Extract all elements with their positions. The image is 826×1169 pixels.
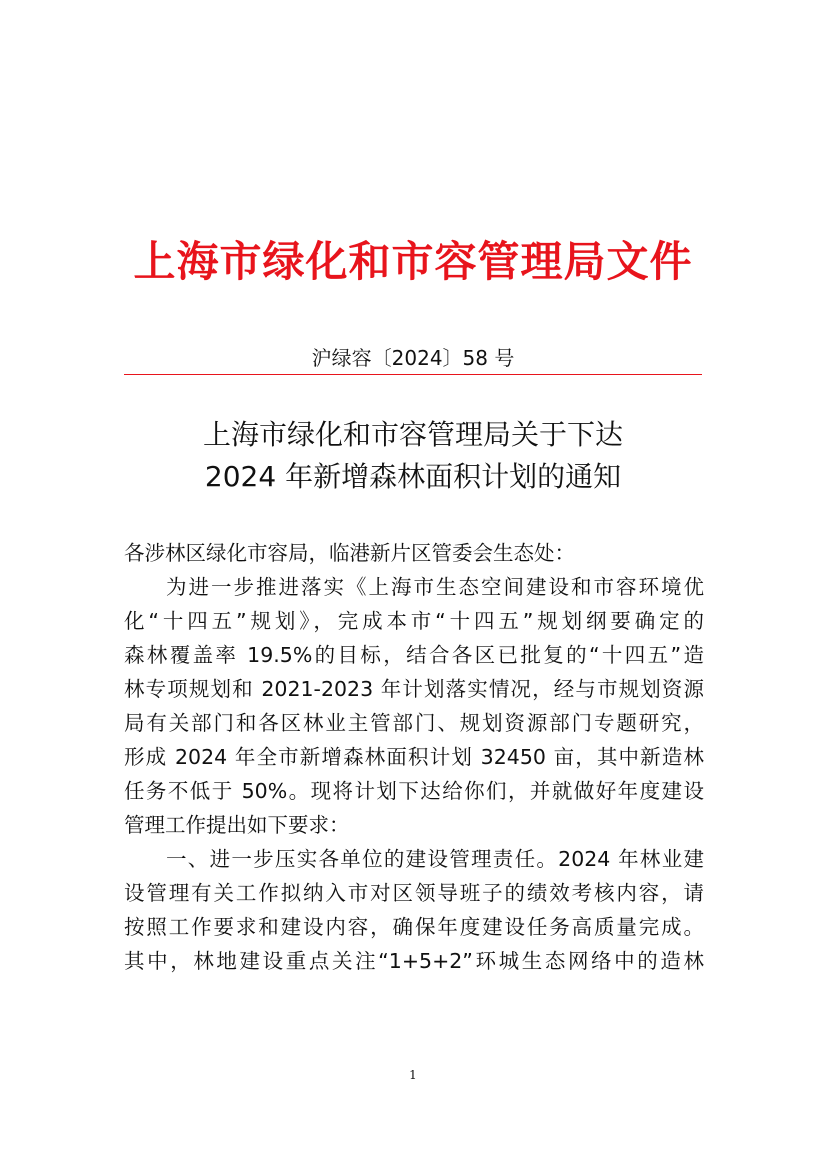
body-line: 设管理有关工作拟纳入市对区领导班子的绩效考核内容，请 [124,881,704,905]
body-line: 管理工作提出如下要求： [124,813,350,837]
document-body [124,536,704,978]
body-line: 为进一步推进落实《上海市生态空间建设和市容环境优 [166,575,704,599]
body-line: 化“十四五”规划》，完成本市“十四五”规划纲要确定的 [124,609,704,633]
body-line: 一、进一步压实各单位的建设管理责任。2024 年林业建 [166,847,704,871]
salutation: 各涉林区绿化市容局，临港新片区管委会生态处： [124,541,575,565]
body-line: 任务不低于 50%。现将计划下达给你们，并就做好年度建设 [124,779,704,803]
document-title-line-2: 2024 年新增森林面积计划的通知 [204,460,622,493]
red-divider-line [124,374,702,375]
body-line: 按照工作要求和建设内容，确保年度建设任务高质量完成。 [124,915,704,939]
body-line: 局有关部门和各区林业主管部门、规划资源部门专题研究， [124,711,704,735]
page-number: 1 [409,1068,417,1082]
document-title-line-1: 上海市绿化和市容管理局关于下达 [202,418,623,451]
body-line: 其中，林地建设重点关注“1+5+2”环城生态网络中的造林 [124,949,704,973]
body-line: 形成 2024 年全市新增森林面积计划 32450 亩，其中新造林 [124,745,704,769]
body-line: 林专项规划和 2021-2023 年计划落实情况，经与市规划资源 [124,677,704,701]
document-number: 沪绿容〔2024〕58 号 [311,346,515,370]
document-title [0,414,826,498]
issuing-authority-header: 上海市绿化和市容管理局文件 [133,237,693,286]
body-line: 森林覆盖率 19.5%的目标，结合各区已批复的“十四五”造 [124,643,704,667]
